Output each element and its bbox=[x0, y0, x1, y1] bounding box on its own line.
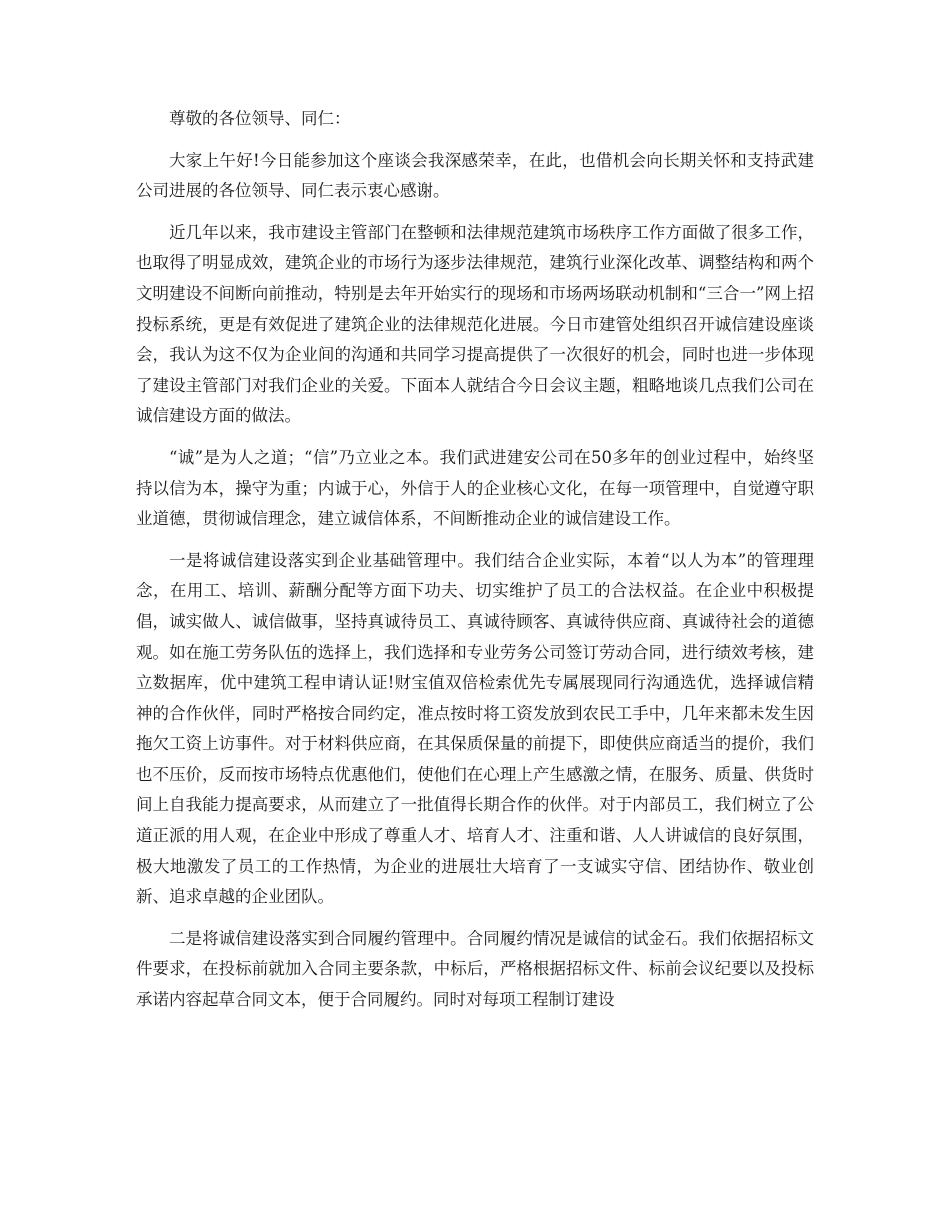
paragraph-4: 一是将诚信建设落实到企业基础管理中。我们结合企业实际，本着“以人为本”的管理理念，在用工、培训、薪酬分配等方面下功夫、切实维护了员工的合法权益。在企业中积极提倡，诚实做人、诚信做事，坚持真诚待员工、真诚待顾客、真诚待供应商、真诚待社会的道德观。如在施工劳务队伍的选择上，我们选择和专业劳务公司签订劳动合同，进行绩效考核，建立数据库，优中建筑工程申请认证!财宝值双倍检索优先专属展现同行沟通选优，选择诚信精神的合作伙伴，同时严格按合同约定，准点按时将工资发放到农民工手中，几年来都未发生因拖欠工资上访事件。对于材料供应商，在其保质保量的前提下，即使供应商适当的提价，我们也不压价，反而按市场特点优惠他们，使他们在心理上产生感激之情，在服务、质量、供货时间上自我能力提高要求，从而建立了一批值得长期合作的伙伴。对于内部员工，我们树立了公道正派的用人观，在企业中形成了尊重人才、培育人才、注重和谐、人人讲诚信的良好氛围，极大地激发了员工的工作热情，为企业的进展壮大培育了一支诚实守信、团结协作、敬业创新、追求卓越的企业团队。 bbox=[136, 550, 814, 907]
paragraph-3: “诚”是为人之道；“信”乃立业之本。我们武进建安公司在50多年的创业过程中，始终坚持以信为本，操守为重；内诚于心，外信于人的企业核心文化，在每一项管理中，自觉遵守职业道德，贯彻诚信理念，建立诚信体系，不间断推动企业的诚信建设工作。 bbox=[136, 447, 814, 529]
paragraph-1: 大家上午好!今日能参加这个座谈会我深感荣幸，在此，也借机会向长期关怀和支持武建公司进展的各位领导、同仁表示衷心感谢。 bbox=[136, 150, 814, 201]
document-body bbox=[136, 104, 814, 1027]
paragraph-5: 二是将诚信建设落实到合同履约管理中。合同履约情况是诚信的试金石。我们依据招标文件要求，在投标前就加入合同主要条款，中标后，严格根据招标文件、标前会议纪要以及投标承诺内容起草合同文本，便于合同履约。同时对每项工程制订建设 bbox=[136, 928, 814, 1010]
paragraph-2: 近几年以来，我市建设主管部门在整顿和法律规范建筑市场秩序工作方面做了很多工作，也取得了明显成效，建筑企业的市场行为逐步法律规范，建筑行业深化改革、调整结构和两个文明建设不间断向前推动，特别是去年开始实行的现场和市场两场联动机制和“三合一”网上招投标系统，更是有效促进了建筑企业的法律规范化进展。今日市建管处组织召开诚信建设座谈会，我认为这不仅为企业间的沟通和共同学习提高提供了一次很好的机会，同时也进一步体现了建设主管部门对我们企业的关爱。下面本人就结合今日会议主题，粗略地谈几点我们公司在诚信建设方面的做法。 bbox=[136, 222, 814, 426]
salutation: 尊敬的各位领导、同仁： bbox=[169, 109, 351, 128]
